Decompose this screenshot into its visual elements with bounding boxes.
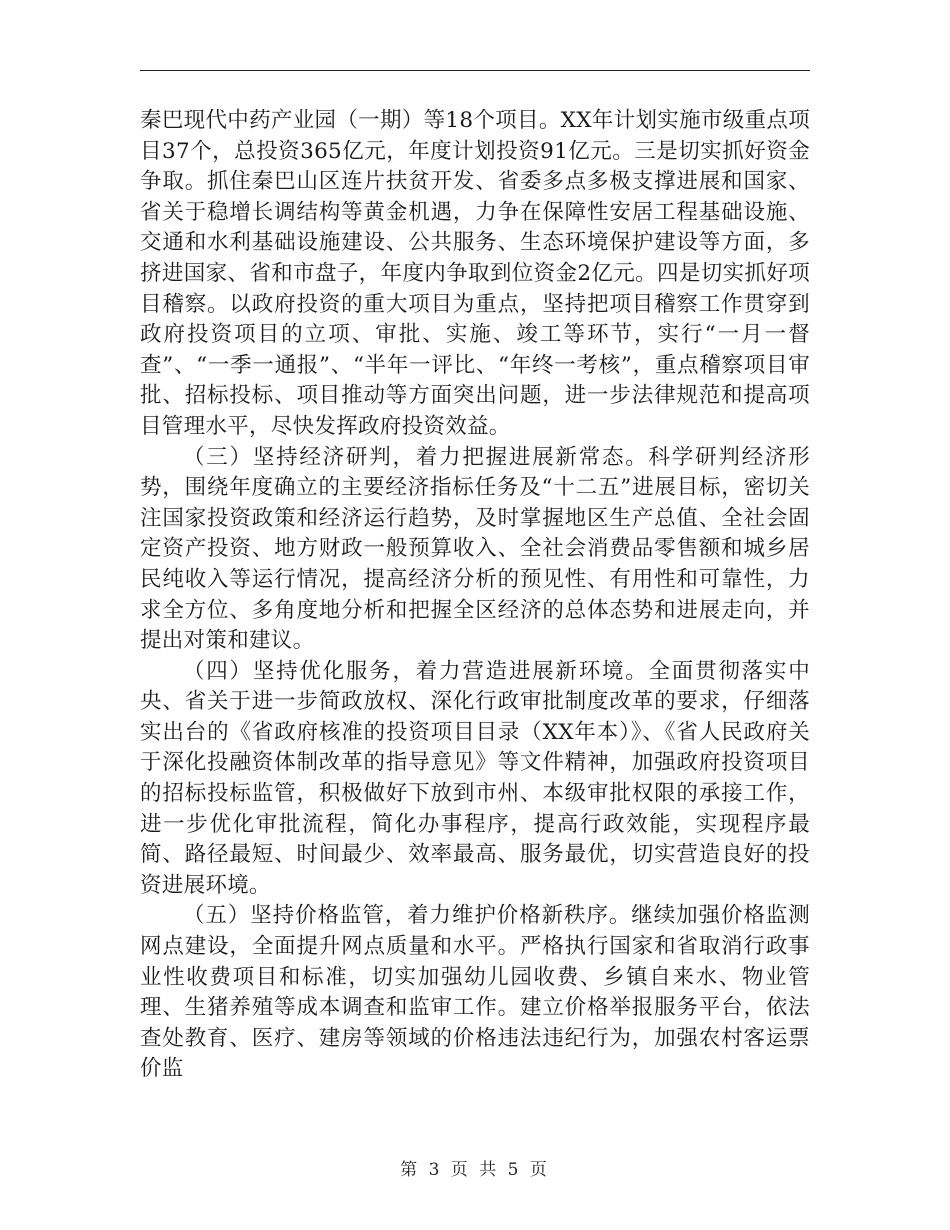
page-footer: 第 3 页 共 5 页 — [400, 1160, 550, 1180]
paragraph-continued: 秦巴现代中药产业园（一期）等18个项目。XX年计划实施市级重点项目37个，总投资365亿元，年度计划投资91亿元。三是切实抓好资金争取。抓住秦巴山区连片扶贫开发、省委多点多极支撑进展和国家、省关于稳增长调结构等黄金机遇，力争在保障性安居工程基础设施、交通和水利基础设施建设、公共服务、生态环境保护建设等方面，多挤进国家、省和市盘子，年度内争取到位资金2亿元。四是切实抓好项目稽察。以政府投资的重大项目为重点，坚持把项目稽察工作贯穿到政府投资项目的立项、审批、实施、竣工等环节，实行“一月一督查”、“一季一通报”、“半年一评比、“年终一考核”，重点稽察项目审批、招标投标、项目推动等方面突出问题，进一步法律规范和提高项目管理水平，尽快发挥政府投资效益。 — [140, 108, 810, 439]
header-rule — [140, 70, 810, 71]
document-body — [140, 106, 810, 1085]
paragraph-section-5: （五）坚持价格监管，着力维护价格新秩序。继续加强价格监测网点建设，全面提升网点质量和水平。严格执行国家和省取消行政事业性收费项目和标准，切实加强幼儿园收费、乡镇自来水、物业管理、生猪养殖等成本调查和监审工作。建立价格举报服务平台，依法查处教育、医疗、建房等领域的价格违法违纪行为，加强农村客运票价监 — [140, 903, 810, 1082]
paragraph-section-4: （四）坚持优化服务，着力营造进展新环境。全面贯彻落实中央、省关于进一步简政放权、深化行政审批制度改革的要求，仔细落实出台的《省政府核准的投资项目目录（XX年本）》、《省人民政府关于深化投融资体制改革的指导意见》等文件精神，加强政府投资项目的招标投标监管，积极做好下放到市州、本级审批权限的承接工作，进一步优化审批流程，简化办事程序，提高行政效能，实现程序最简、路径最短、时间最少、效率最高、服务最优，切实营造良好的投资进展环境。 — [140, 658, 810, 898]
paragraph-section-3: （三）坚持经济研判，着力把握进展新常态。科学研判经济形势，围绕年度确立的主要经济指标任务及“十二五”进展目标，密切关注国家投资政策和经济运行趋势，及时掌握地区生产总值、全社会固定资产投资、地方财政一般预算收入、全社会消费品零售额和城乡居民纯收入等运行情况，提高经济分析的预见性、有用性和可靠性，力求全方位、多角度地分析和把握全区经济的总体态势和进展走向，并提出对策和建议。 — [140, 444, 810, 654]
